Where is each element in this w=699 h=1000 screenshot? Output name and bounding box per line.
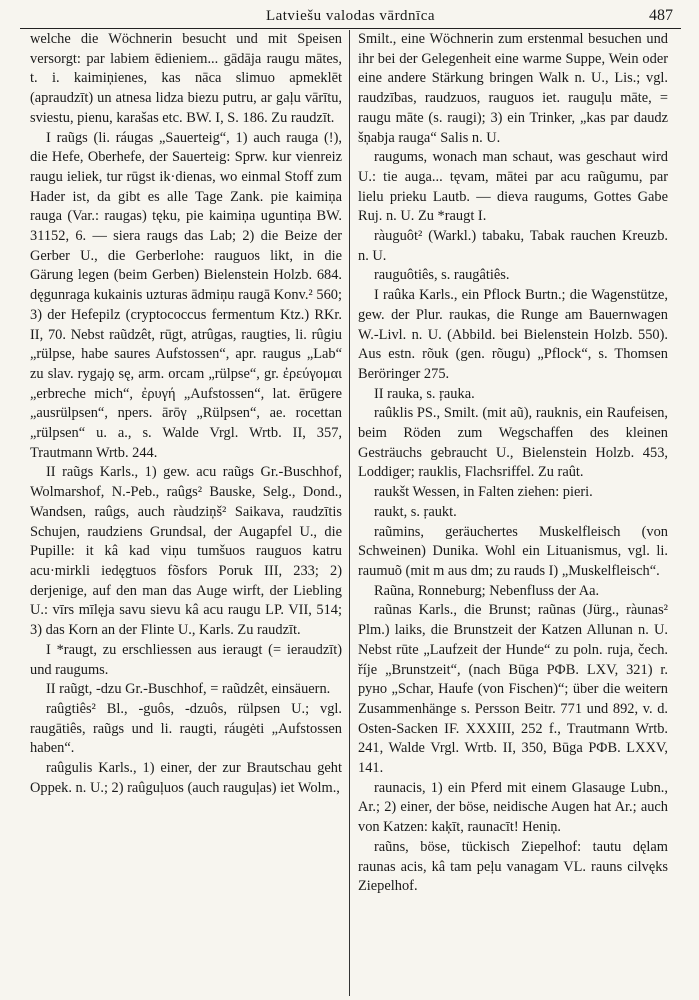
entry-raugt-2: II raũgt, -dzu Gr.-Buschhof, = raũdzêt, einsäuern. <box>46 681 331 698</box>
entry-rauns: raũns, böse, tückisch Ziepelhof: tautu dęlam raunas acis, kâ tam peļu vanagam VL. rauns cilvęks Ziepelhof. <box>358 838 668 895</box>
entry-raunas: raũnas Karls., die Brunst; raũnas (Jürg., ràunas² Plm.) laiks, die Brunstzeit der Katzen Allunan n. U. Nebst rūte „Laufzeit der Hunde“ zu poln. ruja, čech. říje „Brunstzeit“, (nach Būga РФВ. LXV, 321) r. руно „Schar, Haufe (von Fischen)“; über die weitern Zusammenhänge s. Persson Beitr. 771 und 892, v. d. Osten-Sacken IF. XXXIII, 252 f., Trautmann Wrtb. 241, Walde Vrgl. Wrtb. II, 350, Būga РФВ. LXXV, 141. <box>358 602 668 777</box>
entry-rauguot: ràuguôt² (Warkl.) tabaku, Tabak rauchen Kreuzb. n. U. <box>358 228 668 264</box>
running-title: Latviešu valodas vārdnīca <box>265 8 436 24</box>
left-column <box>30 30 342 1000</box>
entry-rauna: Raũna, Ronneburg; Nebenfluss der Aa. <box>374 582 600 599</box>
entry-raugties: raûgtiês² Bl., -guôs, -dzuôs, rülpsen U.; vgl. raugātiês, raũgs und li. raugti, ráugėti „Aufstossen haben“. <box>30 700 342 757</box>
entry-raukt: raukt, s. ŗaukt. <box>374 503 457 520</box>
page-header <box>20 4 681 29</box>
entry-raugulis-continuation: Smilt., eine Wöchnerin zum erstenmal besuchen und ihr bei der Gelegenheit eine warme Suppe, Wein oder eine andere Stärkung bringen Walk n. U., Lis.; vgl. raudzības, raudzuos, rauguos iet. rauguļu māte, = raugu māte (s. raugi); 3) ein Trinker, „kas par daudz šņabja rauga“ Salis n. U. <box>358 31 668 146</box>
entry-rauka-2: II rauka, s. ŗauka. <box>374 385 475 402</box>
column-divider <box>349 30 350 996</box>
entry-raugs-1: I raũgs (li. ráugas „Sauerteig“, 1) auch rauga (!), die Hefe, Oberhefe, der Sauerteig: Sprw. kur vienreiz raugu ieliek, tur rūgst ik·dienas, wo einmal Stoff zum Hader ist, da gibt es alle Tage Zank. pie kaimiņa rauga (Var.: raugas) tęku, pie kaimiņa uguntiņa BW. 31152, 6. — siera raugs das Lab; 2) die Beize der Gerber U., die Gerberlohe: rauguos likt, in die Gärung legen (beim Gerben) Bielenstein Holzb. 684. dęgunraga kukainis uzturas ādmiņu raugā Konv.² 560; 3) der Hefepilz (cryptococcus fermentum Ktz.) RKr. II, 70. Nebst raũdzêt, rūgt, atrûgas, raugties, li. rûgiu „rülpse, habe saures Aufstossen“, apr. raugus „Lab“ zu slav. rygajǫ sę, arm. orcam „rülpse“, gr. ἐρεύγομαι „erbreche mich“, ἐρυγή „Aufstossen“, lat. ērūgere „ausrülpsen“, npers. ārōγ „Rülpsen“, ae. rocettan „rülpsen“ u. a., s. Walde Vrgl. Wrtb. II, 357, Trautmann Wrtb. 244. <box>30 129 342 461</box>
entry-raumins: raũmins, geräuchertes Muskelfleisch (von Schweinen) Dunika. Wohl ein Lituanismus, vgl. li. raumuõ (mit m aus dm; zu rauds I) „Muskelfleisch“. <box>358 523 668 579</box>
entry-raukst: raukšt Wessen, in Falten ziehen: pieri. <box>374 484 593 501</box>
entry-raugt-1: I *raugt, zu erschliessen aus ieraugt (= ieraudzīt) und raugums. <box>30 641 342 678</box>
entry-raugums: raugums, wonach man schaut, was geschaut wird U.: tie auga... tęvam, mātei par acu raũgumu, par lielu prieku Lautb. — dieva raugums, Gottes Gabe Ruj. n. U. Zu *raugt I. <box>358 149 668 225</box>
entry-raugulis: raûgulis Karls., 1) einer, der zur Brautschau geht Oppek. n. U.; 2) raûguļuos (auch rauguļas) iet Wolm., <box>30 760 342 796</box>
entry-raunacis: raunacis, 1) ein Pferd mit einem Glasauge Lubn., Ar.; 2) einer, der böse, neidische Augen hat Ar.; auch von Katzen: kaķīt, raunacīt! Heniņ. <box>358 779 668 836</box>
entry-raugs-2: II raũgs Karls., 1) gew. acu raũgs Gr.-Buschhof, Wolmarshof, N.-Peb., raûgs² Bauske, Selg., Dond., Wandsen, raûgs, auch ràudziņš² Saikava, raudzītis Schujen, raudziens Grundsal, der Augapfel U., die Pupille: it kâ kad viņu tumšuos rauguos katru acu·mirkli iedęgtuos fõsfors Poruk III, 233; 2) derjenige, auf den man das Auge wirft, der Liebling U.: vīrs mīlęja savu sievu kâ acu raugu LP. VII, 514; 3) das Korn an der Flinte U., Karls. Zu raudzīt. <box>30 464 342 639</box>
right-column <box>358 30 668 1000</box>
page-number: 487 <box>649 7 673 24</box>
entry-rauguoties: rauguôtiês, s. raugâtiês. <box>374 267 510 284</box>
entry-rauka-1: I raûka Karls., ein Pflock Burtn.; die Wagenstütze, gew. der Plur. raukas, die Runge am Bauernwagen W.-Livl. n. U. (Abbild. bei Bielenstein Holzb. 550). Aus estn. rõuk (gen. rõugu) „Pflock“, s. Thomsen Beröringer 275. <box>358 287 668 382</box>
entry-continuation: welche die Wöchnerin besucht und mit Speisen versorgt: par labiem ēdieniem... gādāja raugu mātes, t. i. kaimiņienes, kas nāca slimuo apmeklēt (apraudzīt) un atnesa lidza biezu putru, ar gaļu vārītu, sviestu, pienu, karašas etc. BW. I, S. 186. Zu raudzīt. <box>30 31 342 126</box>
entry-rauklis: raûklis PS., Smilt. (mit aũ), rauknis, ein Raufeisen, beim Röden zum Wegschaffen des kleinen Gesträuchs gebraucht U., Bielenstein Holzb. 453, Loddiger; rauklis, Flachsriffel. Zu raût. <box>358 405 668 481</box>
